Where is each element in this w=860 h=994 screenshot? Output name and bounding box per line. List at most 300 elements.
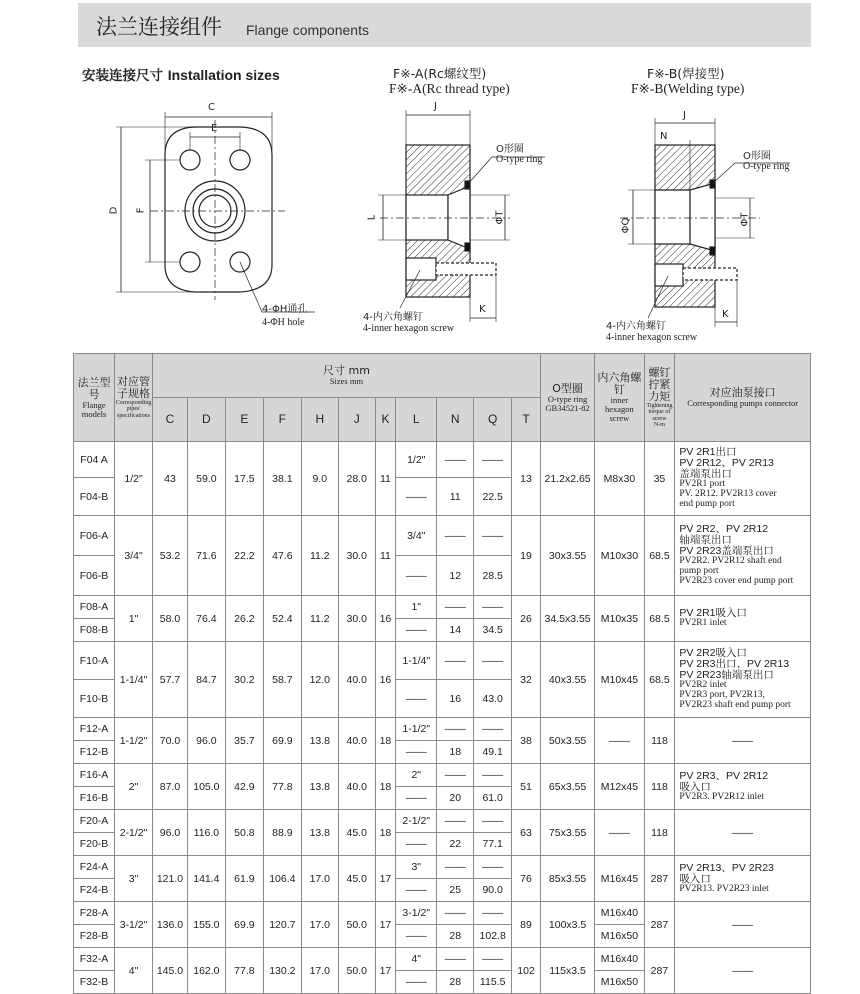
type-a-title-en: F※-A(Rc thread type) <box>389 81 510 96</box>
cell-model-a: F12-A <box>74 718 115 741</box>
cell-torque: 287 <box>644 856 675 902</box>
cell-q-b: 43.0 <box>474 680 512 718</box>
screw-label-b-en: 4-inner hexagon screw <box>606 332 698 343</box>
cell-pipe: 1/2" <box>115 442 153 516</box>
dim-f-label: F <box>135 207 147 214</box>
cell-connector <box>675 718 811 764</box>
cell-k: 17 <box>375 856 396 902</box>
cell-e: 42.9 <box>225 764 263 810</box>
cell-q-b: 61.0 <box>474 787 512 810</box>
th-col-f: F <box>263 398 301 442</box>
cell-t: 63 <box>512 810 541 856</box>
screw-label-a-en: 4-inner hexagon screw <box>363 323 455 334</box>
cell-n-b: 28 <box>437 925 474 948</box>
connector-line: PV 2R2、PV 2R12 <box>679 523 769 536</box>
th-connector <box>675 354 811 442</box>
cell-c: 145.0 <box>153 948 188 994</box>
th-col-t: T <box>512 398 541 442</box>
th-torque <box>644 354 675 442</box>
cell-j: 50.0 <box>338 902 375 948</box>
cell-h: 12.0 <box>301 642 338 718</box>
cell-e: 35.7 <box>225 718 263 764</box>
cell-f: 120.7 <box>263 902 301 948</box>
cell-screw: —— <box>595 718 644 764</box>
cell-k: 18 <box>375 764 396 810</box>
connector-line: PV 2R3、PV 2R12 <box>679 769 769 782</box>
th-oring <box>540 354 594 442</box>
cell-d: 155.0 <box>187 902 225 948</box>
dim-phiq-label: ΦQ <box>620 217 632 234</box>
connector-line: PV2R3. PV2R12 inlet <box>679 791 765 802</box>
cell-t: 102 <box>512 948 541 994</box>
connector-line: 轴端泵出口 <box>679 534 732 547</box>
th-col-j: J <box>338 398 375 442</box>
cell-screw-b: M16x50 <box>595 971 644 994</box>
dim-c-label: C <box>208 102 215 113</box>
cell-pipe: 4" <box>115 948 153 994</box>
th-connector-zh: 对应油泵接口 <box>709 386 776 400</box>
cell-c: 53.2 <box>153 516 188 596</box>
cell-l-b: —— <box>396 741 437 764</box>
table-row <box>74 642 811 680</box>
oring-label-b-zh: O形圈 <box>743 151 771 162</box>
th-flange <box>74 354 115 442</box>
cell-model-a: F06-A <box>74 516 115 556</box>
cell-screw: M16x45 <box>595 856 644 902</box>
cell-torque: 287 <box>644 902 675 948</box>
cell-e: 69.9 <box>225 902 263 948</box>
cell-connector <box>675 642 811 718</box>
connector-line: 盖端泵出口 <box>679 468 732 481</box>
cell-c: 121.0 <box>153 856 188 902</box>
cell-c: 136.0 <box>153 902 188 948</box>
cell-c: 96.0 <box>153 810 188 856</box>
cell-torque: 68.5 <box>644 596 675 642</box>
cell-q-b: 115.5 <box>474 971 512 994</box>
cell-f: 130.2 <box>263 948 301 994</box>
th-sizes-zh: 尺寸 mm <box>322 364 370 378</box>
cell-pipe: 3-1/2" <box>115 902 153 948</box>
cell-torque: 118 <box>644 718 675 764</box>
cell-f: 38.1 <box>263 442 301 516</box>
connector-line: PV2R3 port, PV2R13, <box>679 690 765 701</box>
cell-model-b: F16-B <box>74 787 115 810</box>
dim-phit-label-a: ΦT <box>494 210 506 225</box>
cell-k: 17 <box>375 902 396 948</box>
cell-model-b: F28-B <box>74 925 115 948</box>
cell-d: 105.0 <box>187 764 225 810</box>
cell-d: 116.0 <box>187 810 225 856</box>
cell-k: 18 <box>375 810 396 856</box>
connector-line: —— <box>732 918 754 931</box>
cell-q-b: 22.5 <box>474 478 512 516</box>
connector-line: PV2R13. PV2R23 inlet <box>679 883 769 894</box>
cell-h: 13.8 <box>301 718 338 764</box>
th-col-c: C <box>153 398 188 442</box>
cell-model-b: F06-B <box>74 556 115 596</box>
installation-title-en: Installation sizes <box>167 67 280 83</box>
cell-k: 11 <box>375 442 396 516</box>
cell-l-a: 2" <box>396 764 437 787</box>
cell-d: 84.7 <box>187 642 225 718</box>
th-oring-en: O-type ring <box>547 393 588 404</box>
cell-oring: 21.2x2.65 <box>540 442 594 516</box>
cell-n-a: —— <box>437 516 474 556</box>
cell-q-a: —— <box>474 718 512 741</box>
connector-line: PV2R2. PV2R12 shaft end <box>679 556 782 567</box>
cell-l-b: —— <box>396 787 437 810</box>
cell-screw: M12x45 <box>595 764 644 810</box>
cell-k: 16 <box>375 596 396 642</box>
cell-c: 57.7 <box>153 642 188 718</box>
cell-j: 28.0 <box>338 442 375 516</box>
cell-h: 11.2 <box>301 596 338 642</box>
cell-l-b: —— <box>396 556 437 596</box>
cell-e: 26.2 <box>225 596 263 642</box>
cell-e: 30.2 <box>225 642 263 718</box>
cell-model-b: F20-B <box>74 833 115 856</box>
cell-c: 58.0 <box>153 596 188 642</box>
cell-e: 77.8 <box>225 948 263 994</box>
cell-d: 76.4 <box>187 596 225 642</box>
th-col-n: N <box>437 398 474 442</box>
dim-l-label: L <box>366 214 378 221</box>
cell-torque: 68.5 <box>644 642 675 718</box>
cell-n-a: —— <box>437 948 474 971</box>
cell-f: 52.4 <box>263 596 301 642</box>
cell-n-b: 28 <box>437 971 474 994</box>
connector-line: —— <box>732 734 754 747</box>
cell-f: 58.7 <box>263 642 301 718</box>
th-col-k: K <box>375 398 396 442</box>
dim-phit-label-b: ΦT <box>739 212 751 227</box>
cell-l-a: 1/2" <box>396 442 437 478</box>
cell-n-a: —— <box>437 718 474 741</box>
connector-line: pump port <box>679 566 719 577</box>
connector-line: 吸入口 <box>679 780 711 793</box>
cell-l-a: 3" <box>396 856 437 879</box>
cell-n-b: 11 <box>437 478 474 516</box>
connector-line: PV2R2 inlet <box>679 680 727 691</box>
cell-l-b: —— <box>396 619 437 642</box>
cell-t: 26 <box>512 596 541 642</box>
cell-q-a: —— <box>474 902 512 925</box>
flange-drawings <box>0 0 860 350</box>
cell-e: 22.2 <box>225 516 263 596</box>
cell-torque: 68.5 <box>644 516 675 596</box>
cell-n-b: 14 <box>437 619 474 642</box>
th-flange-en: Flange models <box>81 399 107 419</box>
th-sizes <box>153 354 541 398</box>
dim-e-label: E <box>211 123 218 134</box>
th-col-h: H <box>301 398 338 442</box>
cell-c: 43 <box>153 442 188 516</box>
cell-h: 11.2 <box>301 516 338 596</box>
cell-n-b: 16 <box>437 680 474 718</box>
oring-label-a-en: O-type ring <box>496 154 543 165</box>
cell-pipe: 1-1/2" <box>115 718 153 764</box>
cell-j: 30.0 <box>338 596 375 642</box>
section-title-zh: 法兰连接组件 <box>96 15 222 39</box>
th-oring-std: GB34521-82 <box>545 402 590 413</box>
cell-screw: M8x30 <box>595 442 644 516</box>
cell-model-b: F12-B <box>74 741 115 764</box>
screw-label-a-zh: 4-内六角螺钉 <box>363 312 423 323</box>
cell-torque: 118 <box>644 764 675 810</box>
dim-j-label-b: J <box>683 110 686 121</box>
table-row <box>74 516 811 556</box>
cell-q-b: 77.1 <box>474 833 512 856</box>
cell-n-b: 20 <box>437 787 474 810</box>
cell-oring: 50x3.55 <box>540 718 594 764</box>
cell-connector <box>675 948 811 994</box>
cell-pipe: 2-1/2" <box>115 810 153 856</box>
cell-l-a: 1-1/4" <box>396 642 437 680</box>
cell-h: 13.8 <box>301 764 338 810</box>
cell-f: 69.9 <box>263 718 301 764</box>
cell-l-a: 2-1/2" <box>396 810 437 833</box>
cell-j: 40.0 <box>338 764 375 810</box>
cell-oring: 30x3.55 <box>540 516 594 596</box>
th-col-d: D <box>187 398 225 442</box>
cell-t: 76 <box>512 856 541 902</box>
cell-n-b: 12 <box>437 556 474 596</box>
connector-line: PV 2R1吸入口 <box>679 607 748 619</box>
cell-c: 70.0 <box>153 718 188 764</box>
cell-model-a: F10-A <box>74 642 115 680</box>
cell-model-b: F24-B <box>74 879 115 902</box>
cell-oring: 75x3.55 <box>540 810 594 856</box>
cell-n-a: —— <box>437 596 474 619</box>
cell-j: 45.0 <box>338 856 375 902</box>
cell-screw-b: M16x50 <box>595 925 644 948</box>
cell-model-b: F32-B <box>74 971 115 994</box>
cell-screw: —— <box>595 810 644 856</box>
cell-l-a: 3/4" <box>396 516 437 556</box>
cell-t: 51 <box>512 764 541 810</box>
cell-d: 141.4 <box>187 856 225 902</box>
cell-pipe: 2" <box>115 764 153 810</box>
cell-l-b: —— <box>396 925 437 948</box>
cell-j: 50.0 <box>338 948 375 994</box>
cell-pipe: 1-1/4" <box>115 642 153 718</box>
hole-label-en: 4-ΦH hole <box>262 317 305 328</box>
cell-oring: 34.5x3.55 <box>540 596 594 642</box>
cell-n-b: 25 <box>437 879 474 902</box>
cell-n-b: 18 <box>437 741 474 764</box>
connector-line: PV 2R23轴端泵出口 <box>679 669 774 682</box>
th-col-e: E <box>225 398 263 442</box>
cell-connector <box>675 856 811 902</box>
cell-f: 47.6 <box>263 516 301 596</box>
cell-t: 38 <box>512 718 541 764</box>
cell-screw-a: M16x40 <box>595 902 644 925</box>
cell-t: 32 <box>512 642 541 718</box>
cell-h: 9.0 <box>301 442 338 516</box>
cell-c: 87.0 <box>153 764 188 810</box>
cell-model-a: F08-A <box>74 596 115 619</box>
cell-q-b: 49.1 <box>474 741 512 764</box>
cell-connector <box>675 442 811 516</box>
th-screw-en: inner hexagon screw <box>605 395 634 423</box>
section-title-en: Flange components <box>246 22 369 38</box>
installation-title-zh: 安装连接尺寸 <box>82 68 163 84</box>
cell-q-b: 28.5 <box>474 556 512 596</box>
cell-k: 16 <box>375 642 396 718</box>
cell-torque: 118 <box>644 810 675 856</box>
dim-d-label: D <box>108 206 120 215</box>
cell-model-a: F24-A <box>74 856 115 879</box>
cell-l-b: —— <box>396 478 437 516</box>
table-row <box>74 718 811 741</box>
cell-j: 40.0 <box>338 718 375 764</box>
connector-line: PV 2R1出口 <box>679 446 737 459</box>
cell-l-b: —— <box>396 833 437 856</box>
cell-screw: M10x35 <box>595 596 644 642</box>
cell-h: 17.0 <box>301 902 338 948</box>
cell-connector <box>675 902 811 948</box>
oring-label-a-zh: O形圈 <box>496 144 524 155</box>
connector-line: PV2R1 inlet <box>679 618 727 629</box>
cell-e: 50.8 <box>225 810 263 856</box>
cell-model-a: F16-A <box>74 764 115 787</box>
cell-pipe: 1" <box>115 596 153 642</box>
cell-model-b: F08-B <box>74 619 115 642</box>
cell-t: 89 <box>512 902 541 948</box>
cell-l-a: 3-1/2" <box>396 902 437 925</box>
cell-q-a: —— <box>474 596 512 619</box>
cell-l-a: 1-1/2" <box>396 718 437 741</box>
table-row <box>74 596 811 619</box>
cell-q-a: —— <box>474 856 512 879</box>
dim-n-label: N <box>660 131 668 142</box>
cell-model-a: F28-A <box>74 902 115 925</box>
th-col-l: L <box>396 398 437 442</box>
connector-line: end pump port <box>679 499 735 509</box>
th-torque-unit: N-m <box>653 421 665 428</box>
cell-f: 88.9 <box>263 810 301 856</box>
cell-h: 17.0 <box>301 856 338 902</box>
cell-d: 162.0 <box>187 948 225 994</box>
cell-k: 11 <box>375 516 396 596</box>
cell-q-b: 90.0 <box>474 879 512 902</box>
oring-label-b-en: O-type ring <box>743 161 790 172</box>
th-screw <box>595 354 644 442</box>
cell-l-a: 4" <box>396 948 437 971</box>
cell-h: 17.0 <box>301 948 338 994</box>
cell-n-a: —— <box>437 442 474 478</box>
cell-screw: M10x30 <box>595 516 644 596</box>
cell-model-b: F10-B <box>74 680 115 718</box>
table-row <box>74 810 811 833</box>
th-oring-zh: O型圈 <box>552 381 583 395</box>
th-pipe-en: Corresponding pipes' specifications <box>115 400 152 419</box>
cell-q-a: —— <box>474 764 512 787</box>
cell-f: 77.8 <box>263 764 301 810</box>
cell-oring: 85x3.55 <box>540 856 594 902</box>
cell-n-a: —— <box>437 764 474 787</box>
cell-torque: 35 <box>644 442 675 516</box>
dim-j-label-a: J <box>434 101 437 112</box>
cell-q-b: 102.8 <box>474 925 512 948</box>
cell-oring: 100x3.5 <box>540 902 594 948</box>
cell-screw-a: M16x40 <box>595 948 644 971</box>
type-b-title-zh: F※-B(焊接型) <box>647 66 725 81</box>
cell-oring: 115x3.5 <box>540 948 594 994</box>
th-screw-zh: 内六角螺钉 <box>597 371 642 397</box>
table-body <box>74 442 811 994</box>
cell-connector <box>675 596 811 642</box>
screw-label-b-zh: 4-内六角螺钉 <box>606 321 666 332</box>
cell-j: 30.0 <box>338 516 375 596</box>
cell-connector <box>675 516 811 596</box>
cell-n-a: —— <box>437 902 474 925</box>
table-header <box>74 354 811 442</box>
cell-model-a: F04 A <box>74 442 115 478</box>
cell-model-b: F04-B <box>74 478 115 516</box>
cell-screw: M10x45 <box>595 642 644 718</box>
cell-l-a: 1" <box>396 596 437 619</box>
cell-l-b: —— <box>396 971 437 994</box>
connector-line: PV2R23 shaft end pump port <box>679 700 791 710</box>
cell-oring: 40x3.55 <box>540 642 594 718</box>
cell-n-a: —— <box>437 856 474 879</box>
table-row <box>74 442 811 478</box>
dim-k-label-b: K <box>722 309 729 320</box>
cell-t: 19 <box>512 516 541 596</box>
cell-model-a: F20-A <box>74 810 115 833</box>
th-col-q: Q <box>474 398 512 442</box>
cell-model-a: F32-A <box>74 948 115 971</box>
type-a-title-zh: F※-A(Rc螺纹型) <box>393 66 487 81</box>
type-b-title-en: F※-B(Welding type) <box>631 81 745 96</box>
cell-j: 40.0 <box>338 642 375 718</box>
cell-d: 59.0 <box>187 442 225 516</box>
connector-line: PV 2R12、PV 2R13 <box>679 457 774 470</box>
cell-q-a: —— <box>474 642 512 680</box>
connector-line: PV 2R3出口、PV 2R13 <box>679 658 790 671</box>
connector-line: 吸入口 <box>679 872 711 885</box>
cell-k: 18 <box>375 718 396 764</box>
flange-spec-table <box>73 353 811 994</box>
cell-e: 61.9 <box>225 856 263 902</box>
table-row <box>74 764 811 787</box>
cell-k: 17 <box>375 948 396 994</box>
th-pipe-zh: 对应管子规格 <box>117 375 151 401</box>
dim-k-label-a: K <box>479 304 486 315</box>
cell-oring: 65x3.55 <box>540 764 594 810</box>
cell-l-b: —— <box>396 879 437 902</box>
connector-line: PV2R1 port <box>679 479 725 490</box>
connector-line: PV2R23 cover end pump port <box>679 576 794 586</box>
table-row <box>74 902 811 925</box>
cell-d: 71.6 <box>187 516 225 596</box>
cell-f: 106.4 <box>263 856 301 902</box>
cell-q-a: —— <box>474 442 512 478</box>
connector-line: —— <box>732 826 754 839</box>
th-torque-en: Tightening torque of screw <box>646 402 673 422</box>
cell-h: 13.8 <box>301 810 338 856</box>
th-sizes-en: Sizes mm <box>329 376 364 387</box>
th-torque-zh: 螺钉拧紧力矩 <box>648 365 671 403</box>
cell-connector <box>675 810 811 856</box>
cell-q-a: —— <box>474 810 512 833</box>
table-row <box>74 856 811 879</box>
cell-j: 45.0 <box>338 810 375 856</box>
hole-label-zh: 4-ΦH通孔 <box>262 304 308 315</box>
cell-q-a: —— <box>474 516 512 556</box>
connector-line: PV 2R23盖端泵出口 <box>679 545 774 558</box>
